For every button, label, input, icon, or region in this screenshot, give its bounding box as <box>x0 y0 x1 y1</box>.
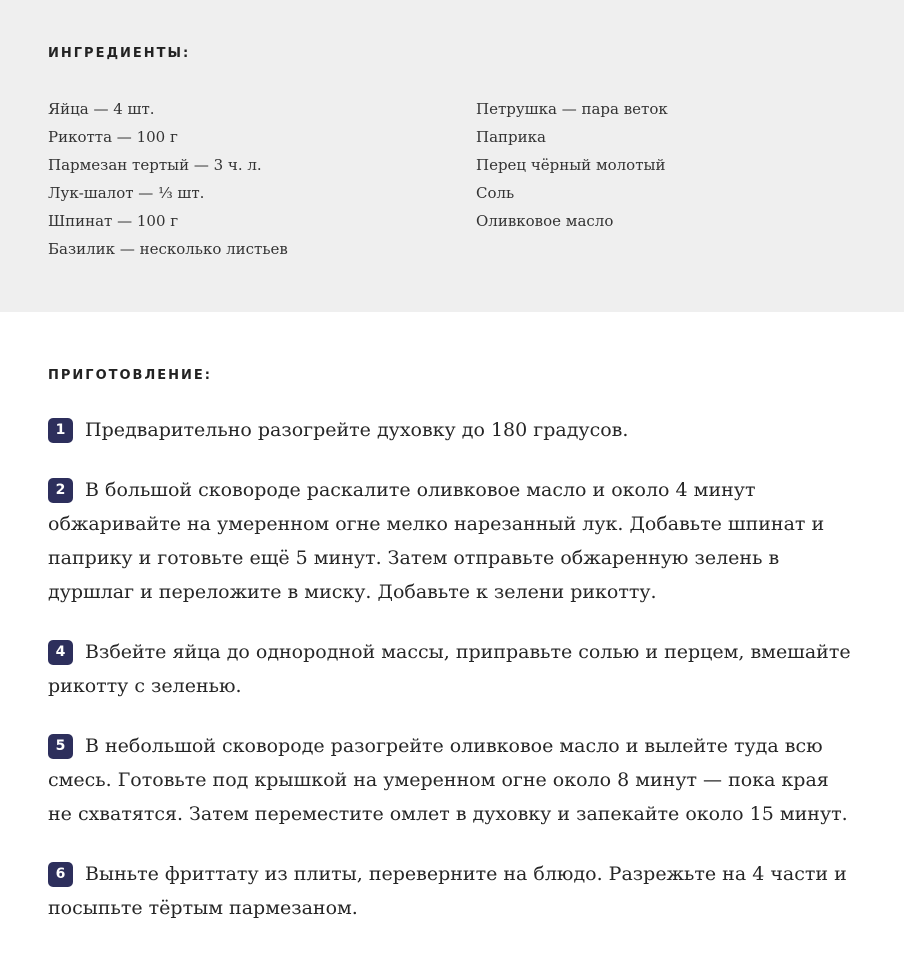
ingredient-item: Пармезан тертый — 3 ч. л. <box>48 156 262 174</box>
ingredient-item: Оливковое масло <box>476 212 614 230</box>
preparation-section <box>0 312 904 925</box>
step-text: Выньте фриттату из плиты, переверните на блюдо. Разрежьте на 4 части и посыпьте тёртым пармезаном. <box>48 863 847 919</box>
step-text: Взбейте яйца до однородной массы, приправьте солью и перцем, вмешайте рикотту с зеленью. <box>48 641 851 697</box>
step-item <box>48 413 856 447</box>
ingredient-item: Соль <box>476 184 515 202</box>
step-number-badge: 5 <box>48 734 73 759</box>
steps-list <box>48 413 856 925</box>
ingredient-item: Лук-шалот — ⅓ шт. <box>48 184 205 202</box>
ingredient-item: Яйца — 4 шт. <box>48 100 155 118</box>
ingredient-item: Паприка <box>476 128 546 146</box>
ingredients-section <box>0 0 904 312</box>
ingredient-item: Базилик — несколько листьев <box>48 240 288 258</box>
step-text: В небольшой сковороде разогрейте оливковое масло и вылейте туда всю смесь. Готовьте под крышкой на умеренном огне около 8 минут — пока края не схватятся. Затем переместите омлет в духовку и запекайте около 15 минут. <box>48 735 848 825</box>
ingredient-item: Петрушка — пара веток <box>476 100 668 118</box>
step-number-badge: 4 <box>48 640 73 665</box>
step-text: Предварительно разогрейте духовку до 180 градусов. <box>85 419 629 441</box>
step-item <box>48 729 856 831</box>
ingredients-list-right <box>476 95 668 235</box>
ingredient-item: Перец чёрный молотый <box>476 156 666 174</box>
ingredients-list-left <box>48 95 288 263</box>
ingredient-item: Рикотта — 100 г <box>48 128 178 146</box>
step-number-badge: 2 <box>48 478 73 503</box>
ingredient-item: Шпинат — 100 г <box>48 212 179 230</box>
step-item <box>48 635 856 703</box>
step-number-badge: 6 <box>48 862 73 887</box>
step-number-badge: 1 <box>48 418 73 443</box>
step-item <box>48 857 856 925</box>
step-item <box>48 473 856 609</box>
step-text: В большой сковороде раскалите оливковое масло и около 4 минут обжаривайте на умеренном огне мелко нарезанный лук. Добавьте шпинат и паприку и готовьте ещё 5 минут. Затем отправьте обжаренную зелень в дуршлаг и переложите в миску. Добавьте к зелени рикотту. <box>48 479 825 603</box>
ingredients-title: ИНГРЕДИЕНТЫ: <box>48 46 191 61</box>
preparation-title: ПРИГОТОВЛЕНИЕ: <box>48 368 212 383</box>
